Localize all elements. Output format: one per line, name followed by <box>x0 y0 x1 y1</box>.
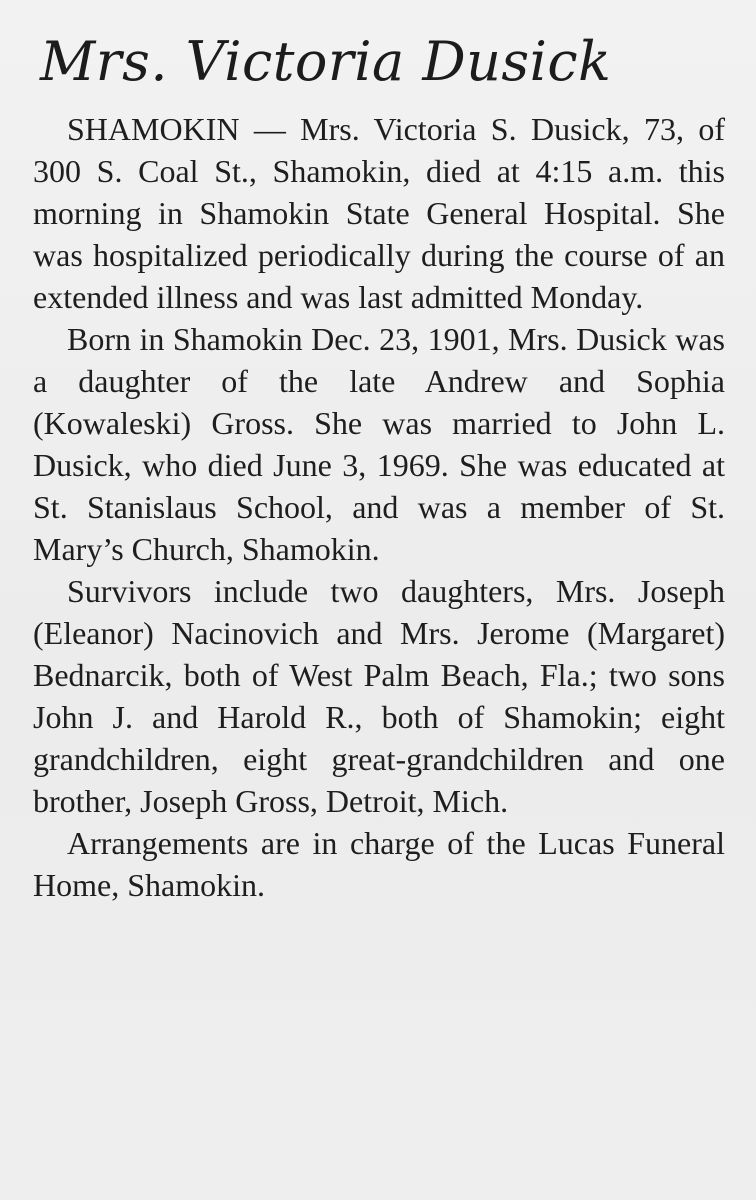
paragraph-biography: Born in Shamokin Dec. 23, 1901, Mrs. Dusick was a daughter of the late Andrew and Sophia (Kowaleski) Gross. She was married to John L. Dusick, who died June 3, 1969. She was educated at St. Stanislaus School, and was a member of St. Mary’s Church, Shamokin. <box>33 321 725 567</box>
paragraph-death-notice: SHAMOKIN — Mrs. Victoria S. Dusick, 73, of 300 S. Coal St., Shamokin, died at 4:15 a.m. this morning in Shamokin State General Hospital. She was hospitalized periodically during the course of an extended illness and was last admitted Monday. <box>33 111 725 315</box>
obituary-headline: Mrs. Victoria Dusick <box>40 30 612 93</box>
paragraph-arrangements: Arrangements are in charge of the Lucas Funeral Home, Shamokin. <box>33 825 725 903</box>
obituary-body <box>33 108 725 906</box>
paragraph-survivors: Survivors include two daughters, Mrs. Joseph (Eleanor) Nacinovich and Mrs. Jerome (Margaret) Bednarcik, both of West Palm Beach, Fla.; two sons John J. and Harold R., both of Shamokin; eight grandchildren, eight great-grandchildren and one brother, Joseph Gross, Detroit, Mich. <box>33 573 725 819</box>
